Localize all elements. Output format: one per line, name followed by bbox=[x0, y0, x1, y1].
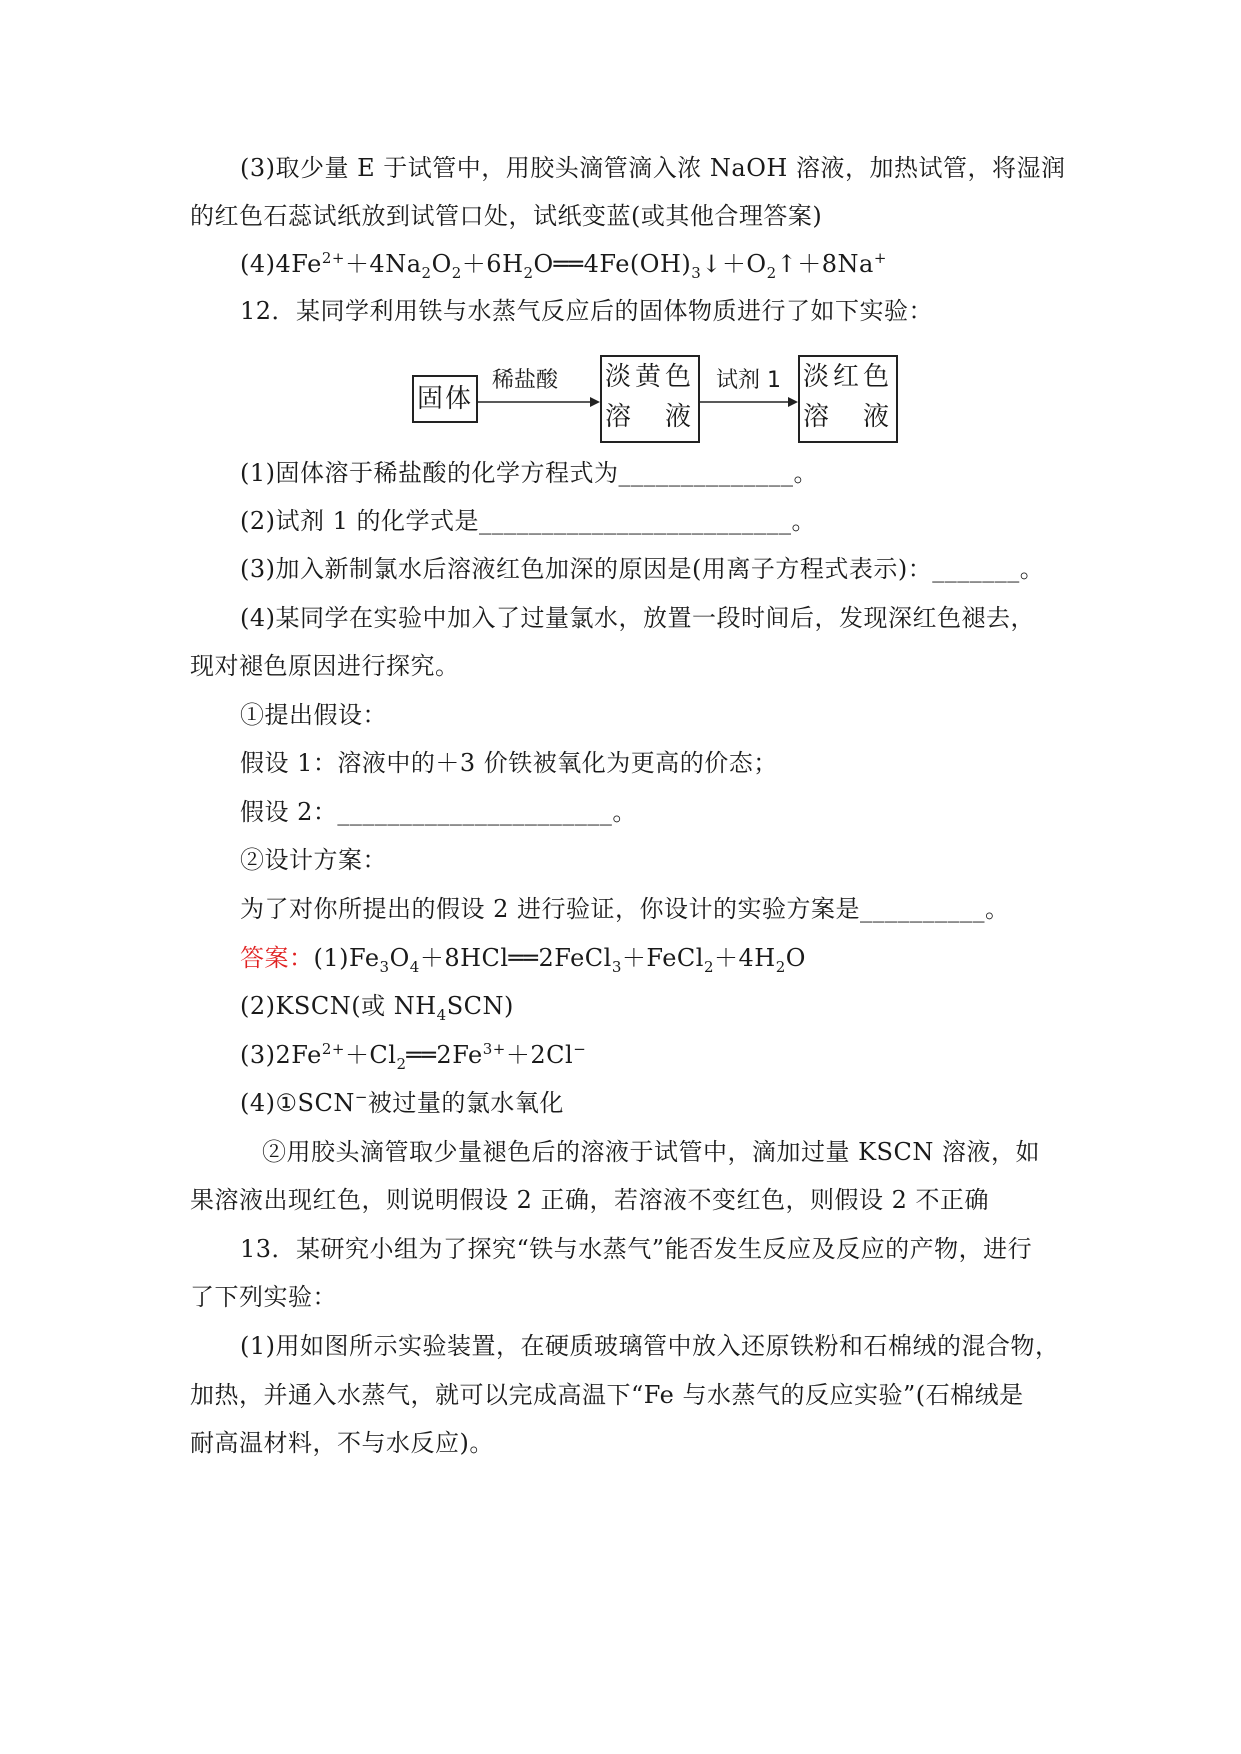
question-12-4-line-1: (4)某同学在实验中加入了过量氯水，放置一段时间后，发现深红色褪去， bbox=[240, 604, 1035, 632]
answer-12-3: $(3)2Fe^{2+}+Cl_2══2Fe^{3+}+2Cl^-$ bbox=[240, 1040, 587, 1073]
answer-12-2: (2)KSCN(或 $NH_4SCN$) bbox=[240, 992, 514, 1024]
answer-12-1: 答案：$(1)Fe_3O_4+8HCl══2FeCl_3+FeCl_2+4H_2O$ bbox=[240, 944, 806, 976]
question-13-line-2: 了下列实验： bbox=[190, 1283, 337, 1311]
question-13-1-line-3: 耐高温材料，不与水反应)。 bbox=[190, 1429, 494, 1457]
flow-arrow-2 bbox=[698, 395, 798, 409]
design-text: 为了对你所提出的假设 2 进行验证，你设计的实验方案是__________。 bbox=[240, 895, 1010, 923]
question-12-4-line-2: 现对褪色原因进行探究。 bbox=[190, 652, 460, 680]
hypothesis-2: 假设 2：______________________。 bbox=[240, 798, 637, 826]
answer-12-4b-line-1: ②用胶头滴管取少量褪色后的溶液于试管中，滴加过量 KSCN 溶液，如 bbox=[262, 1138, 1040, 1166]
answer-3-line-2: 的红色石蕊试纸放到试管口处，试纸变蓝(或其他合理答案) bbox=[190, 202, 823, 230]
question-13-1-line-2: 加热，并通入水蒸气，就可以完成高温下“Fe 与水蒸气的反应实验”(石棉绒是 bbox=[190, 1381, 1024, 1409]
question-13-1-line-1: (1)用如图所示实验装置，在硬质玻璃管中放入还原铁粉和石棉绒的混合物， bbox=[240, 1332, 1060, 1360]
question-13-line-1: 13．某研究小组为了探究“铁与水蒸气”能否发生反应及反应的产物，进行 bbox=[240, 1235, 1033, 1263]
flow-arrow-1 bbox=[476, 395, 600, 409]
question-12-1: (1)固体溶于稀盐酸的化学方程式为______________。 bbox=[240, 459, 818, 487]
hypothesis-1: 假设 1：溶液中的＋3 价铁被氧化为更高的价态； bbox=[240, 749, 778, 777]
flow-box-pale-red: 淡红色 溶 液 bbox=[798, 355, 898, 443]
question-12-2: (2)试剂 1 的化学式是_________________________。 bbox=[240, 507, 817, 535]
experiment-flow-diagram bbox=[412, 355, 892, 445]
design-title: ②设计方案： bbox=[240, 846, 387, 874]
flow-arrow-label-hcl: 稀盐酸 bbox=[492, 368, 559, 393]
flow-box-solid: 固体 bbox=[412, 375, 478, 423]
answer-12-4b-line-2: 果溶液出现红色，则说明假设 2 正确，若溶液不变红色，则假设 2 不正确 bbox=[190, 1186, 990, 1214]
answer-12-4a: (4)①SCN−被过量的氯水氧化 bbox=[240, 1088, 564, 1117]
answer-3-line-1: (3)取少量 E 于试管中，用胶头滴管滴入浓 NaOH 溶液，加热试管，将湿润 bbox=[240, 154, 1066, 182]
flow-arrow-label-reagent: 试剂 1 bbox=[716, 368, 781, 393]
question-12-3: (3)加入新制氯水后溶液红色加深的原因是(用离子方程式表示)：_______。 bbox=[240, 555, 1045, 583]
flow-box-pale-yellow: 淡黄色 溶 液 bbox=[600, 355, 700, 443]
hypothesis-title: ①提出假设： bbox=[240, 701, 387, 729]
question-12-title: 12．某同学利用铁与水蒸气反应后的固体物质进行了如下实验： bbox=[240, 297, 934, 325]
answer-label: 答案： bbox=[240, 944, 314, 972]
answer-4-equation: $(4)4Fe^{2+}+4Na_2O_2+6H_2O══4Fe(OH)_3↓+O_2↑+8Na^+$ bbox=[240, 249, 887, 282]
